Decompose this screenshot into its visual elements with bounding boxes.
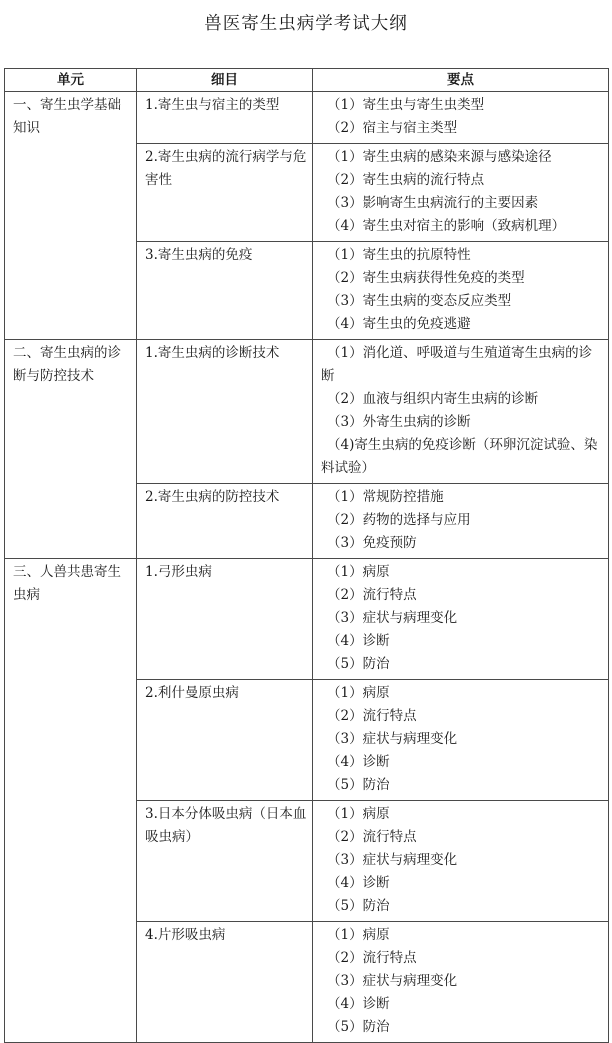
table-header-row — [5, 69, 609, 92]
points-cell — [313, 144, 609, 242]
point-item: （2）流行特点 — [327, 950, 417, 966]
point-item: （4）寄生虫的免疫逃避 — [327, 316, 471, 332]
table-body — [5, 92, 609, 1043]
point-item: （2）药物的选择与应用 — [327, 512, 471, 528]
point-item: （4）诊断 — [327, 875, 390, 891]
point-item: （4）寄生虫对宿主的影响（致病机理） — [327, 218, 566, 234]
header-unit: 单元 — [5, 69, 137, 92]
point-item: （1）寄生虫与寄生虫类型 — [327, 97, 485, 113]
item-cell: 1.寄生虫病的诊断技术 — [137, 340, 313, 484]
points-cell — [313, 484, 609, 559]
point-item: （2）寄生虫病的流行特点 — [327, 172, 485, 188]
points-cell — [313, 801, 609, 922]
points-cell — [313, 680, 609, 801]
point-item: （1）病原 — [327, 806, 390, 822]
point-item: （5）防治 — [327, 898, 390, 914]
point-item: （1）常规防控措施 — [327, 489, 444, 505]
table-row — [5, 92, 609, 144]
item-cell: 3.寄生虫病的免疫 — [137, 242, 313, 340]
point-item: （2）宿主与宿主类型 — [327, 120, 458, 136]
point-item: （4）诊断 — [327, 996, 390, 1012]
item-cell: 2.寄生虫病的防控技术 — [137, 484, 313, 559]
point-item: （3）症状与病理变化 — [327, 852, 458, 868]
point-item: （3）影响寄生虫病流行的主要因素 — [327, 195, 539, 211]
point-item: （2）流行特点 — [327, 587, 417, 603]
item-cell: 1.寄生虫与宿主的类型 — [137, 92, 313, 144]
point-item: （5）防治 — [327, 777, 390, 793]
point-item: （4）诊断 — [327, 633, 390, 649]
point-item: （1）病原 — [327, 685, 390, 701]
point-item: （3）症状与病理变化 — [327, 973, 458, 989]
item-cell: 2.寄生虫病的流行病学与危害性 — [137, 144, 313, 242]
item-cell: 2.利什曼原虫病 — [137, 680, 313, 801]
point-item: （3）寄生虫病的变态反应类型 — [327, 293, 512, 309]
point-item: （4）诊断 — [327, 754, 390, 770]
table-row — [5, 559, 609, 680]
points-cell — [313, 922, 609, 1043]
points-cell — [313, 242, 609, 340]
document-title: 兽医寄生虫病学考试大纲 — [204, 14, 408, 34]
point-item: （5）防治 — [327, 1019, 390, 1035]
item-cell: 4.片形吸虫病 — [137, 922, 313, 1043]
point-item: （2）流行特点 — [327, 829, 417, 845]
point-item: （2）流行特点 — [327, 708, 417, 724]
point-item: （5）防治 — [327, 656, 390, 672]
point-item: （1）寄生虫的抗原特性 — [327, 247, 471, 263]
point-item: （2）血液与组织内寄生虫病的诊断 — [327, 391, 539, 407]
point-item: （1）病原 — [327, 927, 390, 943]
point-item: （1）寄生虫病的感染来源与感染途径 — [327, 149, 552, 165]
syllabus-table — [4, 68, 609, 1043]
unit-cell: 二、寄生虫病的诊断与防控技术 — [5, 340, 137, 559]
points-cell — [313, 340, 609, 484]
point-item: （3）症状与病理变化 — [327, 731, 458, 747]
point-item: （3）症状与病理变化 — [327, 610, 458, 626]
point-item: （1）病原 — [327, 564, 390, 580]
table-row — [5, 340, 609, 484]
point-item: （3）外寄生虫病的诊断 — [327, 414, 471, 430]
unit-cell: 三、人兽共患寄生虫病 — [5, 559, 137, 1043]
points-cell — [313, 559, 609, 680]
unit-cell: 一、寄生虫学基础知识 — [5, 92, 137, 340]
header-item: 细目 — [137, 69, 313, 92]
point-item: （3）免疫预防 — [327, 535, 417, 551]
item-cell: 1.弓形虫病 — [137, 559, 313, 680]
point-item: （4)寄生虫病的免疫诊断（环卵沉淀试验、染料试验） — [321, 437, 598, 476]
points-cell — [313, 92, 609, 144]
point-item: （2）寄生虫病获得性免疫的类型 — [327, 270, 525, 286]
header-points: 要点 — [313, 69, 609, 92]
point-item: （1）消化道、呼吸道与生殖道寄生虫病的诊断 — [321, 345, 593, 384]
item-cell: 3.日本分体吸虫病（日本血吸虫病） — [137, 801, 313, 922]
